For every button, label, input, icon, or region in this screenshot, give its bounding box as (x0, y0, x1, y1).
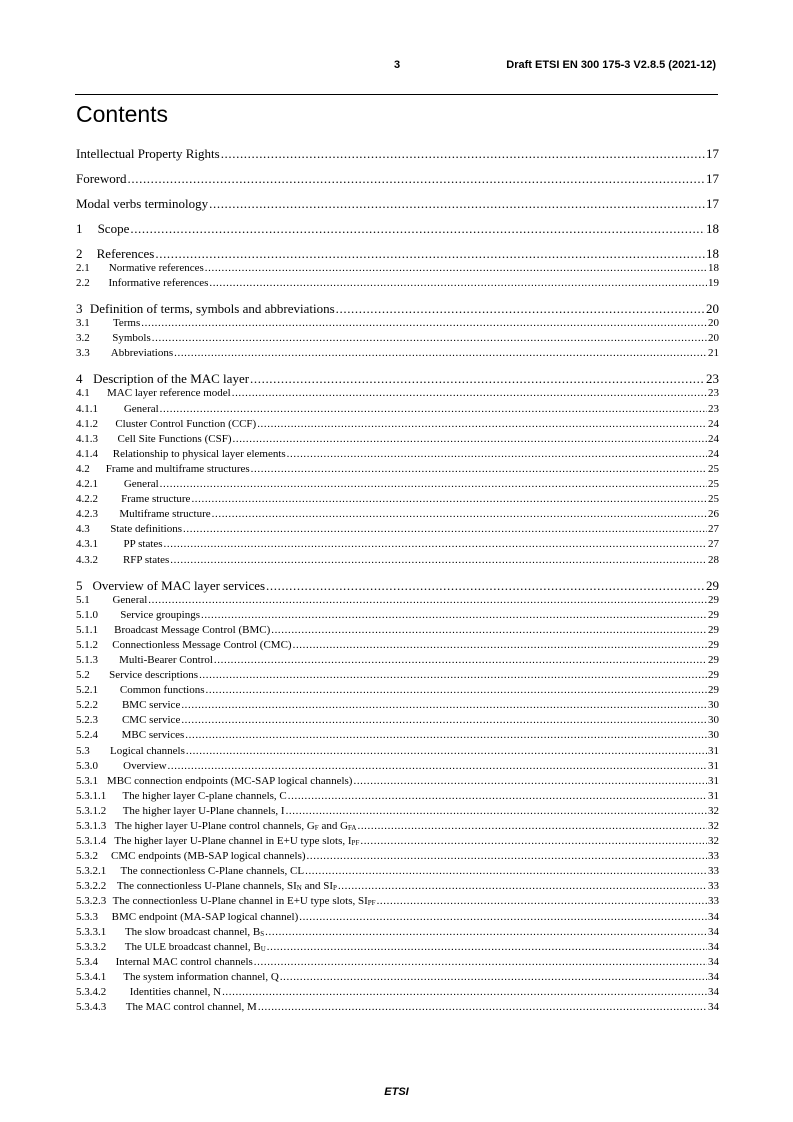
toc-entry[interactable] (76, 221, 719, 237)
toc-entry-page: 26 (708, 508, 719, 521)
toc-entry-number: 3.2 (76, 332, 90, 345)
toc-dot-leader (266, 578, 705, 594)
toc-entry[interactable] (76, 332, 719, 347)
toc-entry-number: 3.1 (76, 317, 90, 330)
toc-entry-page: 33 (708, 880, 719, 893)
toc-dot-leader (222, 986, 707, 998)
toc-entry-page: 31 (708, 789, 719, 802)
toc-entry-page: 34 (708, 910, 719, 923)
toc-dot-leader (128, 171, 705, 187)
toc-entry-title: Frame structure (121, 493, 191, 506)
toc-entry-title: General (123, 402, 159, 415)
toc-entry-number: 4.2.2 (76, 493, 98, 506)
toc-entry-number: 2.1 (76, 262, 90, 274)
toc-entry-page: 29 (708, 623, 719, 636)
toc-entry-title: CMC service (121, 714, 181, 727)
toc-entry-number: 5.3.2.1 (76, 865, 107, 878)
toc-entry-number: 2.2 (76, 277, 90, 290)
toc-entry[interactable] (76, 594, 719, 609)
toc-entry-number: 5.3.2 (76, 850, 98, 863)
toc-dot-leader (130, 221, 705, 237)
toc-entry-title: The MAC control channel, M (125, 1001, 257, 1014)
toc-entry-number: 5.1.0 (76, 608, 98, 621)
toc-entry-page: 29 (706, 577, 719, 593)
toc-entry-number: 5.3.3.2 (76, 940, 107, 953)
toc-entry-title: Terms (112, 317, 141, 330)
toc-entry-title: References (96, 246, 155, 261)
toc-entry-title: Foreword (76, 171, 127, 186)
toc-entry[interactable] (76, 246, 719, 262)
toc-entry-title: Normative references (108, 262, 204, 274)
toc-entry[interactable] (76, 850, 719, 865)
toc-dot-leader (250, 371, 705, 387)
toc-entry-number: 5.3.4.2 (76, 986, 107, 999)
toc-dot-leader (214, 654, 707, 666)
toc-entry-page: 32 (708, 804, 719, 817)
toc-dot-leader (168, 760, 707, 772)
toc-entry-title: Overview of MAC layer services (92, 577, 266, 593)
toc-entry-number: 4.2.1 (76, 478, 98, 491)
toc-dot-leader (160, 478, 707, 490)
toc-entry[interactable] (76, 699, 719, 714)
toc-entry-title: BMC service (121, 699, 181, 712)
toc-entry-number: 5 (76, 577, 83, 593)
toc-entry[interactable] (76, 448, 719, 463)
toc-entry[interactable] (76, 262, 719, 277)
toc-entry[interactable] (76, 554, 719, 569)
toc-entry-title: State definitions (110, 523, 183, 536)
toc-entry-page: 20 (706, 301, 719, 317)
toc-entry[interactable] (76, 669, 719, 684)
toc-entry[interactable] (76, 941, 719, 956)
toc-entry-title: The ULE broadcast channel, $B_U$ (124, 940, 266, 953)
toc-entry-number: 4.3 (76, 523, 90, 536)
toc-entry-number: 4.3.1 (76, 538, 98, 551)
toc-entry-title: Connectionless Message Control (CMC) (112, 638, 292, 651)
toc-entry-number: 3.3 (76, 347, 90, 360)
toc-entry[interactable] (76, 684, 719, 699)
toc-entry-number: 5.3.1.4 (76, 835, 107, 848)
toc-entry[interactable] (76, 301, 719, 317)
toc-entry-page: 20 (708, 332, 719, 345)
toc-dot-leader (257, 418, 707, 430)
toc-entry[interactable] (76, 865, 719, 880)
toc-dot-leader (221, 146, 705, 162)
toc-entry-number: 2 (76, 246, 83, 261)
toc-entry-number: 5.3.4 (76, 955, 98, 968)
toc-entry-title: The connectionless U-Plane channels, $SI_N$ and $SI_P$ (116, 880, 337, 893)
toc-entry-number: 5.1.3 (76, 653, 98, 666)
toc-entry-title: The higher layer C-plane channels, C (122, 789, 287, 802)
toc-entry-number: 5.3 (76, 744, 90, 757)
toc-entry-number: 5.3.2.2 (76, 880, 107, 893)
toc-dot-leader (148, 594, 707, 606)
toc-entry-page: 27 (708, 523, 719, 536)
toc-entry[interactable] (76, 478, 719, 493)
toc-entry-page: 29 (708, 593, 719, 606)
toc-dot-leader (305, 865, 707, 877)
toc-dot-leader (232, 387, 707, 399)
toc-entry[interactable] (76, 538, 719, 553)
toc-entry[interactable] (76, 277, 719, 292)
toc-entry-page: 30 (708, 714, 719, 727)
toc-entry-page: 34 (708, 986, 719, 999)
toc-entry-number: 5.2.2 (76, 699, 98, 712)
toc-dot-leader (181, 699, 707, 711)
toc-entry[interactable] (76, 463, 719, 478)
toc-entry[interactable] (76, 146, 719, 162)
toc-entry[interactable] (76, 790, 719, 805)
toc-entry-number: 5.3.3.1 (76, 925, 107, 938)
toc-entry-title: Internal MAC control channels (115, 955, 253, 968)
toc-entry-page: 34 (708, 925, 719, 938)
toc-entry[interactable] (76, 171, 719, 187)
toc-entry[interactable] (76, 1001, 719, 1016)
toc-entry-title: The system information channel, Q (123, 970, 279, 983)
toc-entry-title: Modal verbs terminology (76, 196, 209, 211)
toc-entry-page: 25 (708, 478, 719, 491)
toc-entry-page: 17 (706, 196, 719, 211)
toc-entry-number: 4.2 (76, 462, 90, 475)
toc-entry-number: 5.3.2.3 (76, 895, 107, 908)
toc-entry[interactable] (76, 639, 719, 654)
toc-entry-title: Service descriptions (109, 669, 199, 682)
toc-entry-page: 32 (708, 835, 719, 848)
toc-entry[interactable] (76, 624, 719, 639)
toc-entry-title: BMC endpoint (MA-SAP logical channel) (111, 910, 299, 923)
header-rule (75, 94, 718, 95)
toc-entry-title: The connectionless C-Plane channels, CL (120, 865, 305, 878)
toc-entry[interactable] (76, 805, 719, 820)
page-number: 3 (394, 59, 401, 71)
toc-dot-leader (353, 775, 707, 787)
toc-dot-leader (206, 684, 708, 696)
toc-entry[interactable] (76, 523, 719, 538)
toc-dot-leader (233, 433, 708, 445)
toc-entry-page: 31 (708, 759, 719, 772)
toc-entry[interactable] (76, 578, 719, 594)
toc-dot-leader (299, 911, 707, 923)
toc-entry-page: 32 (708, 820, 719, 832)
toc-entry-title: Multi-Bearer Control (119, 653, 213, 666)
toc-dot-leader (377, 895, 707, 907)
toc-entry-page: 17 (706, 171, 719, 186)
toc-entry[interactable] (76, 714, 719, 729)
toc-entry-page: 23 (706, 371, 719, 387)
toc-dot-leader (152, 332, 707, 344)
toc-entry-title: Description of the MAC layer (93, 371, 250, 387)
toc-entry[interactable] (76, 835, 719, 850)
toc-entry-title: Broadcast Message Control (BMC) (114, 623, 271, 636)
toc-entry-number: 5.2.4 (76, 729, 98, 742)
toc-entry-page: 33 (708, 850, 719, 863)
toc-dot-leader (271, 624, 707, 636)
toc-entry-number: 5.3.1.3 (76, 820, 107, 832)
toc-entry-number: 5.3.0 (76, 759, 98, 772)
toc-dot-leader (336, 301, 705, 317)
toc-entry[interactable] (76, 317, 719, 332)
toc-dot-leader (254, 956, 707, 968)
toc-entry-page: 30 (708, 729, 719, 742)
toc-dot-leader (205, 262, 707, 274)
toc-entry-number: 5.3.4.3 (76, 1001, 107, 1014)
toc-entry-page: 23 (708, 402, 719, 415)
toc-entry-title: CMC endpoints (MB-SAP logical channels) (111, 850, 306, 863)
toc-entry[interactable] (76, 609, 719, 624)
toc-entry-number: 4.1.1 (76, 402, 98, 415)
toc-dot-leader (160, 403, 707, 415)
toc-entry-title: Cluster Control Function (CCF) (115, 417, 257, 430)
toc-entry-title: Scope (97, 221, 130, 236)
toc-entry-title: Symbols (112, 332, 151, 345)
toc-dot-leader (209, 277, 707, 289)
toc-entry-page: 18 (706, 221, 719, 236)
toc-entry[interactable] (76, 820, 719, 835)
toc-entry-page: 20 (708, 317, 719, 330)
toc-entry[interactable] (76, 387, 719, 402)
toc-entry-title: Multiframe structure (119, 508, 211, 521)
footer-etsi: ETSI (384, 1086, 409, 1098)
toc-entry-page: 34 (708, 970, 719, 983)
toc-entry-page: 19 (708, 277, 719, 290)
toc-entry-number: 5.2.3 (76, 714, 98, 727)
toc-entry[interactable] (76, 956, 719, 971)
toc-entry-title: Overview (123, 759, 167, 772)
toc-entry-number: 1 (76, 221, 83, 236)
toc-entry-number: 5.3.1.1 (76, 789, 107, 802)
toc-entry-title: MBC connection endpoints (MC-SAP logical channels) (106, 774, 353, 787)
toc-entry-number: 5.1 (76, 593, 90, 606)
toc-entry-number: 5.3.3 (76, 910, 98, 923)
toc-entry[interactable] (76, 347, 719, 362)
toc-dot-leader (265, 926, 707, 938)
toc-entry-page: 28 (708, 553, 719, 566)
toc-entry-title: General (123, 478, 159, 491)
toc-entry-page: 24 (708, 417, 719, 430)
toc-entry-page: 18 (708, 262, 719, 274)
toc-entry[interactable] (76, 911, 719, 926)
document-id: Draft ETSI EN 300 175-3 V2.8.5 (2021-12) (506, 59, 716, 71)
toc-entry-title: Logical channels (110, 744, 185, 757)
toc-dot-leader (357, 820, 707, 832)
toc-entry-title: Intellectual Property Rights (76, 146, 220, 161)
toc-dot-leader (267, 941, 707, 953)
toc-entry-title: MAC layer reference model (107, 387, 231, 400)
toc-dot-leader (307, 850, 707, 862)
toc-entry-title: The higher layer U-Plane channel in E+U type slots, $I_{PF}$ (114, 835, 360, 848)
toc-dot-leader (360, 835, 707, 847)
toc-dot-leader (174, 347, 707, 359)
toc-entry[interactable] (76, 745, 719, 760)
toc-entry-title: Common functions (119, 684, 205, 697)
toc-entry-number: 5.2.1 (76, 684, 98, 697)
toc-entry[interactable] (76, 654, 719, 669)
toc-dot-leader (183, 523, 707, 535)
toc-dot-leader (258, 1001, 707, 1013)
toc-dot-leader (141, 317, 707, 329)
toc-entry-page: 24 (708, 432, 719, 445)
toc-dot-leader (191, 493, 707, 505)
toc-entry-page: 27 (708, 538, 719, 551)
toc-entry-page: 33 (708, 895, 719, 908)
toc-entry-title: Relationship to physical layer elements (112, 447, 286, 460)
toc-entry-title: Identities channel, N (129, 986, 222, 999)
toc-entry-page: 17 (706, 146, 719, 161)
toc-entry-number: 5.3.1.2 (76, 804, 107, 817)
toc-dot-leader (209, 196, 705, 212)
toc-entry-page: 30 (708, 699, 719, 712)
toc-entry[interactable] (76, 371, 719, 387)
toc-entry-title: The slow broadcast channel, $B_S$ (124, 925, 265, 938)
toc-entry-title: RFP states (122, 553, 170, 566)
toc-entry-page: 33 (708, 865, 719, 878)
toc-entry-number: 3 (76, 301, 83, 317)
toc-entry-number: 5.2 (76, 669, 90, 682)
toc-entry[interactable] (76, 508, 719, 523)
toc-dot-leader (288, 790, 707, 802)
toc-entry-page: 18 (706, 246, 719, 261)
toc-entry-page: 25 (708, 493, 719, 506)
toc-dot-leader (186, 745, 707, 757)
toc-entry-title: The higher layer U-Plane control channels, $G_F$ and $G_{FA}$ (114, 820, 357, 832)
toc-dot-leader (199, 669, 707, 681)
toc-entry-title: Informative references (108, 277, 209, 290)
toc-dot-leader (251, 463, 707, 475)
toc-entry-page: 34 (708, 940, 719, 953)
toc-entry-number: 5.3.4.1 (76, 970, 107, 983)
toc-dot-leader (170, 554, 707, 566)
toc-entry[interactable] (76, 403, 719, 418)
toc-entry-number: 4.1.2 (76, 417, 98, 430)
toc-entry-number: 4.2.3 (76, 508, 98, 521)
toc-entry-page: 31 (708, 744, 719, 757)
toc-entry-number: 4.1.4 (76, 447, 98, 460)
toc-entry-page: 31 (708, 774, 719, 787)
toc-entry-number: 4.1 (76, 387, 90, 400)
toc-entry-page: 29 (708, 638, 719, 651)
toc-entry-title: Definition of terms, symbols and abbreviations (89, 301, 335, 317)
toc-entry[interactable] (76, 775, 719, 790)
toc-entry-page: 25 (708, 462, 719, 475)
toc-entry-page: 24 (708, 447, 719, 460)
toc-entry[interactable] (76, 418, 719, 433)
toc-entry-page: 23 (708, 387, 719, 400)
toc-entry-title: General (112, 593, 148, 606)
toc-dot-leader (293, 639, 707, 651)
toc-entry[interactable] (76, 971, 719, 986)
page-title: Contents (76, 101, 169, 127)
toc-entry[interactable] (76, 880, 719, 895)
toc-dot-leader (181, 714, 707, 726)
toc-dot-leader (212, 508, 707, 520)
toc-entry[interactable] (76, 760, 719, 775)
toc-entry[interactable] (76, 433, 719, 448)
toc-entry-page: 29 (708, 684, 719, 697)
toc-entry[interactable] (76, 926, 719, 941)
toc-dot-leader (201, 609, 707, 621)
toc-entry-page: 29 (708, 653, 719, 666)
toc-entry[interactable] (76, 196, 719, 212)
toc-entry-page: 21 (708, 347, 719, 360)
toc-entry[interactable] (76, 729, 719, 744)
toc-entry[interactable] (76, 895, 719, 910)
toc-dot-leader (280, 971, 707, 983)
toc-entry-title: Abbreviations (110, 347, 174, 360)
toc-entry-title: Cell Site Functions (CSF) (117, 432, 232, 445)
table-of-contents (76, 146, 719, 1016)
toc-dot-leader (286, 805, 707, 817)
toc-entry-title: Service groupings (120, 608, 200, 621)
toc-dot-leader (155, 246, 705, 262)
toc-entry-title: Frame and multiframe structures (105, 462, 250, 475)
toc-entry-page: 34 (708, 955, 719, 968)
toc-entry-number: 5.1.1 (76, 623, 98, 636)
toc-entry-number: 4.1.3 (76, 432, 98, 445)
toc-entry-page: 29 (708, 608, 719, 621)
toc-entry-title: The connectionless U-Plane channel in E+U type slots, $SI_{PF}$ (112, 895, 376, 908)
toc-entry-page: 34 (708, 1001, 719, 1014)
toc-entry[interactable] (76, 493, 719, 508)
toc-dot-leader (287, 448, 707, 460)
toc-entry-page: 29 (708, 669, 719, 682)
toc-entry-number: 4 (76, 371, 83, 387)
toc-dot-leader (338, 880, 707, 892)
toc-entry-number: 5.3.1 (76, 774, 98, 787)
toc-entry-number: 4.3.2 (76, 553, 98, 566)
toc-entry-title: The higher layer U-Plane channels, I (122, 804, 285, 817)
toc-entry-number: 5.1.2 (76, 638, 98, 651)
toc-dot-leader (164, 538, 707, 550)
toc-dot-leader (185, 729, 707, 741)
toc-entry-title: MBC services (121, 729, 185, 742)
toc-entry[interactable] (76, 986, 719, 1001)
toc-entry-title: PP states (123, 538, 163, 551)
